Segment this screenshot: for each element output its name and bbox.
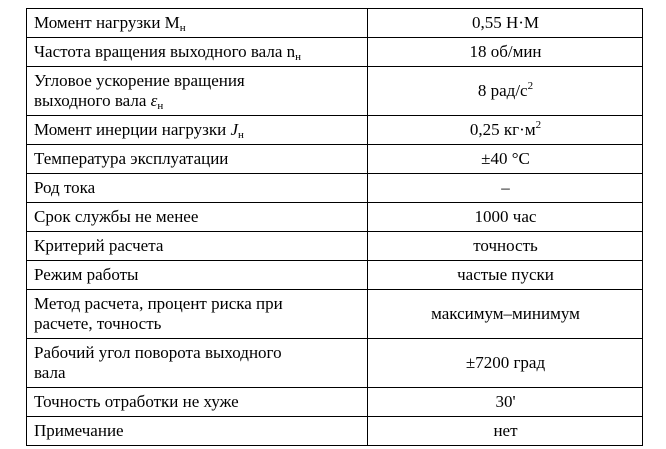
table-row — [27, 417, 643, 446]
param-service-life: Срок службы не менее — [27, 203, 368, 232]
value-positioning-accuracy: 30' — [368, 388, 643, 417]
table-row — [27, 290, 643, 339]
table-row — [27, 174, 643, 203]
param-note: Примечание — [27, 417, 368, 446]
value-working-rotation-angle: ±7200 град — [368, 339, 643, 388]
table-row — [27, 339, 643, 388]
value-design-criterion: точность — [368, 232, 643, 261]
param-positioning-accuracy: Точность отработки не хуже — [27, 388, 368, 417]
param-operating-temperature: Температура эксплуатации — [27, 145, 368, 174]
param-operating-mode: Режим работы — [27, 261, 368, 290]
table-row — [27, 145, 643, 174]
param-output-shaft-speed: Частота вращения выходного вала $n_н$ — [27, 38, 368, 67]
table-row — [27, 203, 643, 232]
table-row — [27, 9, 643, 38]
table-row — [27, 261, 643, 290]
table-row — [27, 388, 643, 417]
param-angular-acceleration: Угловое ускорение вращения выходного вала $\varepsilon_н$ — [27, 67, 368, 116]
value-load-torque: 0,55 Н·М — [368, 9, 643, 38]
table-row — [27, 38, 643, 67]
table-row — [27, 67, 643, 116]
value-operating-mode: частые пуски — [368, 261, 643, 290]
value-note: нет — [368, 417, 643, 446]
value-calculation-method: максимум–минимум — [368, 290, 643, 339]
table-row — [27, 116, 643, 145]
param-current-type: Род тока — [27, 174, 368, 203]
param-calculation-method: Метод расчета, процент риска при расчете, точность — [27, 290, 368, 339]
value-service-life: 1000 час — [368, 203, 643, 232]
param-working-rotation-angle: Рабочий угол поворота выходного вала — [27, 339, 368, 388]
value-current-type: – — [368, 174, 643, 203]
value-load-inertia: 0,25 $кг\cdot м^2$ — [368, 116, 643, 145]
value-output-shaft-speed: 18 об/мин — [368, 38, 643, 67]
param-design-criterion: Критерий расчета — [27, 232, 368, 261]
value-operating-temperature: ±40 °С — [368, 145, 643, 174]
specification-table — [26, 8, 643, 446]
value-angular-acceleration: 8 рад/$с^2$ — [368, 67, 643, 116]
param-load-torque: Момент нагрузки $M_н$ — [27, 9, 368, 38]
param-load-inertia: Момент инерции нагрузки $J_н$ — [27, 116, 368, 145]
table-row — [27, 232, 643, 261]
